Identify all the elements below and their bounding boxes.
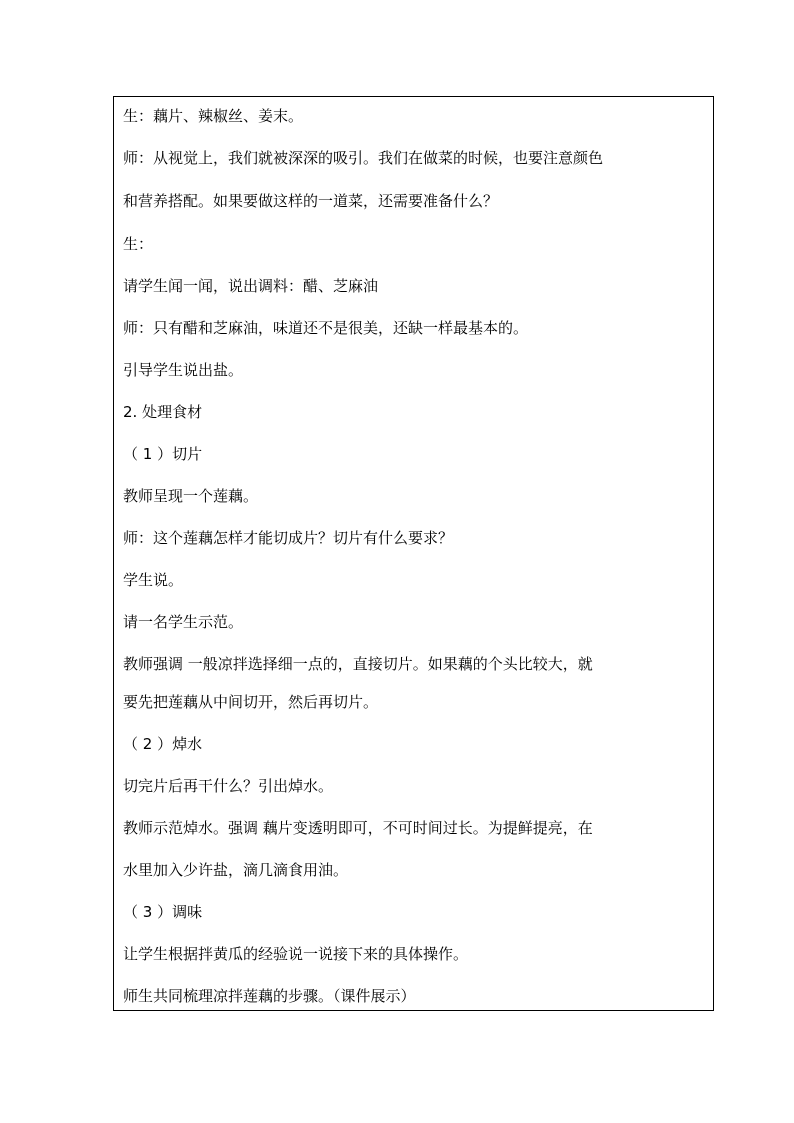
text-line: 师生共同梳理凉拌莲藕的步骤。（课件展示）: [123, 987, 416, 1005]
text-line: 教师强调 一般凉拌选择细一点的，直接切片。如果藕的个头比较大，就: [123, 655, 593, 673]
step-heading: （ 3 ）调味: [123, 903, 203, 921]
text-line: 切完片后再干什么？引出焯水。: [123, 777, 334, 795]
text-line: 生：: [123, 235, 154, 253]
text-line: 师：从视觉上，我们就被深深的吸引。我们在做菜的时候，也要注意颜色: [123, 149, 604, 167]
text-line: 引导学生说出盐。: [123, 361, 244, 379]
text-line: 教师呈现一个莲藕。: [123, 487, 259, 505]
text-line: 学生说。: [123, 571, 184, 589]
text-line: 要先把莲藕从中间切开，然后再切片。: [123, 693, 379, 711]
text-line: 水里加入少许盐，滴几滴食用油。: [123, 861, 349, 879]
text-line: 让学生根据拌黄瓜的经验说一说接下来的具体操作。: [123, 945, 469, 963]
step-heading: （ 2 ）焯水: [123, 735, 203, 753]
text-line: 教师示范焯水。强调 藕片变透明即可，不可时间过长。为提鲜提亮，在: [123, 819, 593, 837]
section-heading: 2. 处理食材: [123, 403, 203, 421]
step-heading: （ 1 ）切片: [123, 445, 203, 463]
text-line: 请学生闻一闻，说出调料：醋、芝麻油: [123, 277, 379, 295]
text-line: 生：藕片、辣椒丝、姜末。: [123, 107, 304, 125]
text-line: 师：这个莲藕怎样才能切成片？切片有什么要求？: [123, 529, 454, 547]
text-line: 和营养搭配。如果要做这样的一道菜，还需要准备什么？: [123, 192, 499, 210]
text-line: 请一名学生示范。: [123, 613, 244, 631]
text-line: 师：只有醋和芝麻油，味道还不是很美，还缺一样最基本的。: [123, 319, 529, 337]
lesson-table-cell: [113, 96, 714, 1011]
